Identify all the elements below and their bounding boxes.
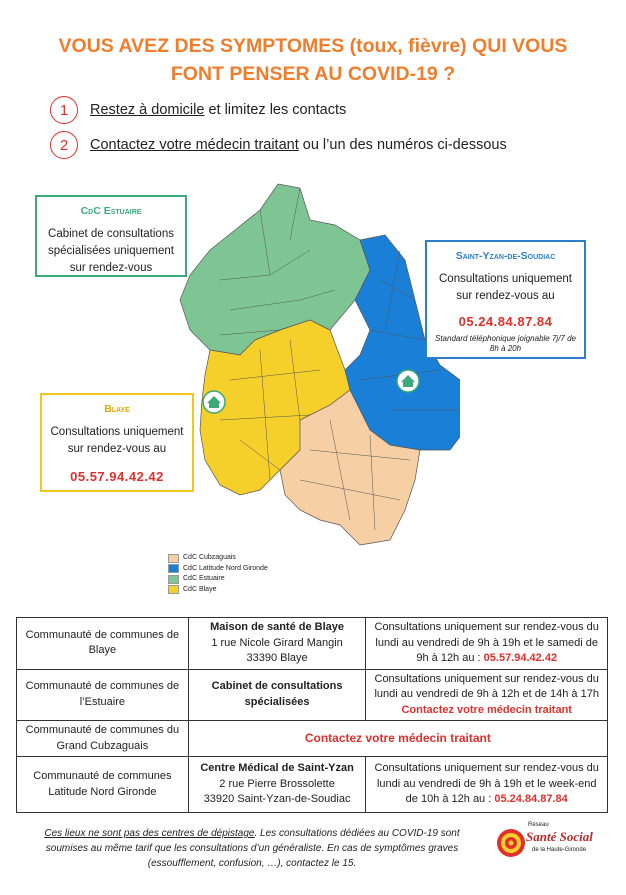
house-icon-saint-yzan <box>397 370 419 392</box>
blaye-box-title: Blaye <box>104 403 130 415</box>
legend-item: CdC Cubzaguais <box>168 553 268 564</box>
saint-yzan-box-note: Standard téléphonique joignable 7j/7 de 8h à 20h <box>434 334 576 353</box>
table-row <box>17 757 608 813</box>
map-estuaire-region <box>180 184 370 355</box>
community-cell: Communauté de communes du Grand Cubzaguais <box>17 721 189 757</box>
merged-cell: Contactez votre médecin traitant <box>188 721 607 757</box>
title-line-1: VOUS AVEZ DES SYMPTOMES (toux, fièvre) QUI VOUS <box>58 35 568 57</box>
step-2 <box>50 130 507 160</box>
saint-yzan-box-title: Saint-Yzan-de-Soudiac <box>455 250 556 262</box>
title-line-2: FONT PENSER AU COVID-19 ? <box>170 63 456 85</box>
community-cell: Communauté de communes Latitude Nord Gironde <box>17 757 189 813</box>
step-number-2: 2 <box>50 131 78 159</box>
estuaire-box <box>35 195 187 277</box>
place-cell: Maison de santé de Blaye 1 rue Nicole Girard Mangin 33390 Blaye <box>188 618 366 670</box>
logo-target-icon <box>496 828 526 858</box>
info-cell: Consultations uniquement sur rendez-vous du lundi au vendredi de 9h à 19h et le samedi de 9h à 12h au : 05.57.94.42.42 <box>366 618 608 670</box>
table-row <box>17 721 608 757</box>
step-2-text: ou l’un des numéros ci-dessous <box>298 137 507 153</box>
step-2-emphasis: Contactez votre médecin traitant <box>90 137 299 153</box>
blaye-box-text: Consultations uniquement sur rendez-vous au <box>50 426 184 455</box>
map-legend <box>168 553 268 595</box>
footer-note: Ces lieux ne sont pas des centres de dépistage. Les consultations dédiées au COVID-19 sont soumises au même tarif que les consultations d’un généraliste. En cas de symptômes graves (essoufflement, confusion, …), contactez le 15. <box>44 828 460 869</box>
house-icon-blaye <box>203 391 225 413</box>
blaye-box <box>40 393 194 492</box>
info-cell: Consultations uniquement sur rendez-vous du lundi au vendredi de 9h à 19h et le week-end de 10h à 12h au : 05.24.84.87.84 <box>366 757 608 813</box>
contacts-table <box>16 617 608 813</box>
estuaire-box-title: CdC Estuaire <box>80 205 142 217</box>
community-cell: Communauté de communes de Blaye <box>17 618 189 670</box>
region-map <box>160 180 460 550</box>
network-logo: Réseau Santé Social de la Haute-Gironde <box>496 820 606 864</box>
saint-yzan-box-phone: 05.24.84.87.84 <box>458 314 553 329</box>
estuaire-box-text: Cabinet de consultations spécialisées uniquement sur rendez-vous <box>48 228 174 274</box>
step-1-text: et limitez les contacts <box>204 102 347 118</box>
community-cell: Communauté de communes de l’Estuaire <box>17 669 189 721</box>
step-1-emphasis: Restez à domicile <box>90 102 205 118</box>
table-row <box>17 669 608 721</box>
saint-yzan-box-text: Consultations uniquement sur rendez-vous au <box>439 273 572 302</box>
step-number-1: 1 <box>50 96 78 124</box>
legend-item: CdC Latitude Nord Gironde <box>168 564 268 575</box>
legend-item: CdC Blaye <box>168 585 268 596</box>
info-cell: Consultations uniquement sur rendez-vous du lundi au vendredi de 9h à 12h et de 14h à 17h Contactez votre médecin traitant <box>366 669 608 721</box>
blaye-box-phone: 05.57.94.42.42 <box>70 469 164 484</box>
saint-yzan-box <box>425 240 586 359</box>
page-title <box>0 32 626 88</box>
table-row <box>17 618 608 670</box>
place-cell: Cabinet de consultations spécialisées <box>188 669 366 721</box>
legend-item: CdC Estuaire <box>168 574 268 585</box>
place-cell: Centre Médical de Saint-Yzan 2 rue Pierre Brossolette 33920 Saint-Yzan-de-Soudiac <box>188 757 366 813</box>
step-1 <box>50 95 346 125</box>
